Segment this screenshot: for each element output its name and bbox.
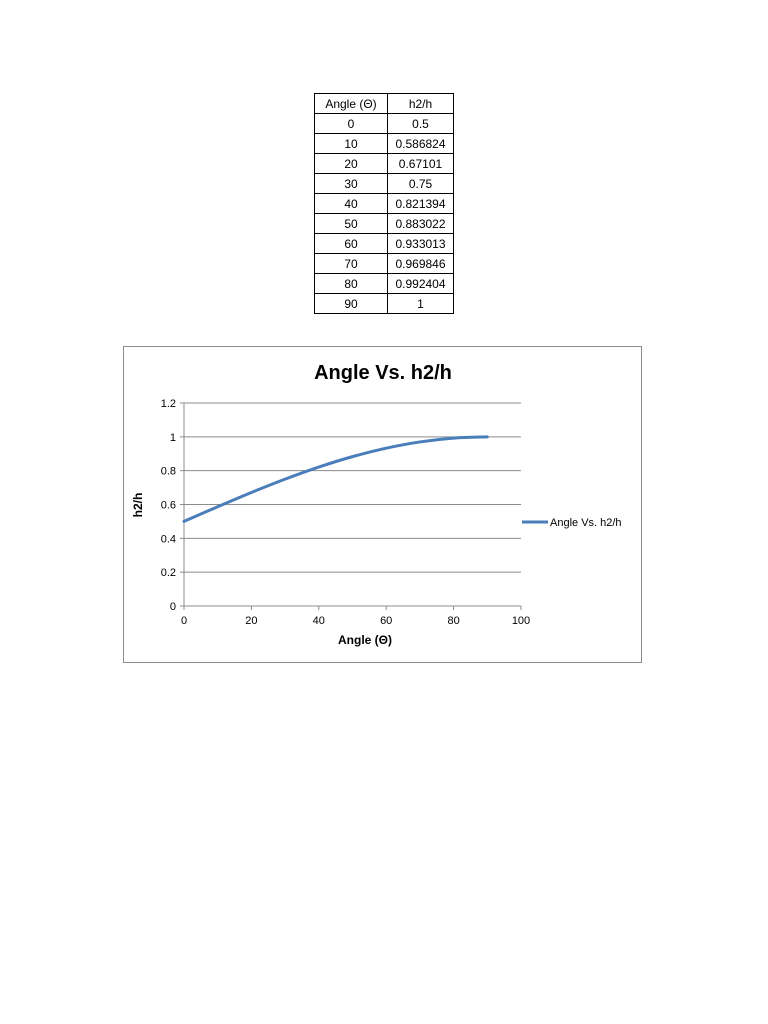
table-cell-angle: 90 (315, 294, 388, 314)
table-cell-angle: 10 (315, 134, 388, 154)
table-cell-angle: 40 (315, 194, 388, 214)
header-angle: Angle (Θ) (315, 94, 388, 114)
y-tick-label: 0.4 (160, 533, 176, 546)
table-cell-angle: 70 (315, 254, 388, 274)
table-cell-h2-h: 0.75 (388, 174, 454, 194)
table-row (315, 134, 454, 154)
series-layer (184, 437, 488, 522)
table-cell-h2-h: 0.883022 (388, 214, 454, 234)
y-tick-label: 0.8 (160, 465, 176, 478)
chart-title: Angle Vs. h2/h (314, 362, 452, 384)
gridlines (184, 403, 521, 572)
series-line (184, 437, 487, 522)
y-tick-label: 0.6 (160, 499, 176, 512)
table-cell-angle: 30 (315, 174, 388, 194)
table-cell-h2-h: 0.67101 (388, 154, 454, 174)
table-row (315, 114, 454, 134)
table-row (315, 254, 454, 274)
x-tick-label: 80 (447, 615, 460, 627)
table-row (315, 154, 454, 174)
tick-labels (161, 398, 530, 627)
table-cell-angle: 50 (315, 214, 388, 234)
data-table (314, 93, 454, 314)
table-cell-h2-h: 0.969846 (388, 254, 454, 274)
x-axis-title: Angle (Θ) (338, 633, 392, 647)
table-cell-h2-h: 0.992404 (388, 274, 454, 294)
x-tick-label: 40 (312, 615, 325, 627)
y-tick-label: 1 (169, 431, 176, 444)
table-cell-h2-h: 0.933013 (388, 234, 454, 254)
table-cell-h2-h: 0.5 (388, 114, 454, 134)
table-row (315, 234, 454, 254)
y-tick-label: 0.2 (160, 567, 176, 580)
table-cell-angle: 80 (315, 274, 388, 294)
x-tick-label: 20 (245, 615, 258, 627)
x-tick-label: 100 (511, 615, 531, 627)
x-tick-label: 0 (180, 615, 188, 627)
axes (180, 403, 521, 610)
chart-svg (124, 347, 643, 664)
table-cell-angle: 0 (315, 114, 388, 134)
table-cell-h2-h: 0.821394 (388, 194, 454, 214)
table-row (315, 214, 454, 234)
table-row (315, 274, 454, 294)
legend-label: Angle Vs. h2/h (550, 517, 622, 529)
y-tick-label: 1.2 (160, 398, 176, 410)
table-header-row (315, 94, 454, 114)
table-body (315, 114, 454, 314)
table-cell-h2-h: 1 (388, 294, 454, 314)
legend (522, 517, 622, 529)
chart-area (123, 346, 642, 663)
table-row (315, 294, 454, 314)
table-cell-angle: 60 (315, 234, 388, 254)
y-tick-label: 0 (169, 601, 176, 613)
table-cell-h2-h: 0.586824 (388, 134, 454, 154)
table-row (315, 194, 454, 214)
table-row (315, 174, 454, 194)
x-tick-label: 60 (380, 615, 393, 627)
header-h2-h: h2/h (388, 94, 454, 114)
y-axis-title: h2/h (131, 492, 145, 518)
table-cell-angle: 20 (315, 154, 388, 174)
